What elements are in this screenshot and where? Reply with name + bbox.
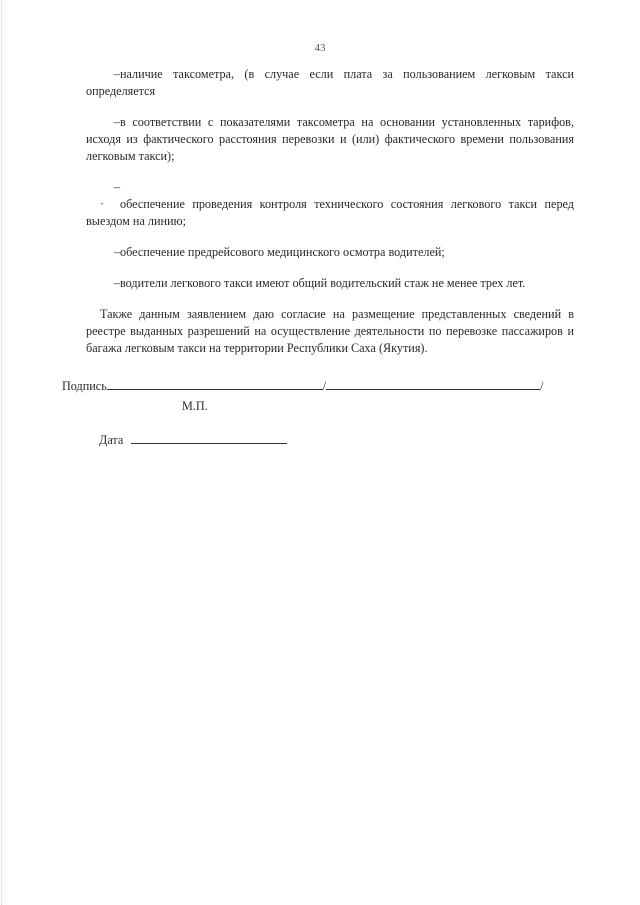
- date-line: [131, 432, 287, 444]
- list-dash: – ·: [100, 180, 121, 211]
- list-item: [86, 275, 574, 292]
- consent-paragraph: Также данным заявлением даю согласие на размещение представленных сведений в реестре выданных разрешений на осуществление деятельности по перевозке пассажиров и багажа легковым такси на территории Республики Саха (Якутия).: [86, 307, 574, 355]
- list-item-text: водители легкового такси имеют общий водительский стаж не менее трех лет.: [120, 276, 526, 290]
- document-body: [86, 66, 574, 357]
- signature-row: [62, 378, 544, 394]
- list-item: [86, 66, 574, 100]
- name-line: [326, 378, 540, 390]
- list-dash: –: [114, 115, 121, 129]
- signature-separator: /: [322, 379, 327, 393]
- signature-label: Подпись: [62, 379, 107, 393]
- date-row: [99, 432, 287, 448]
- list-item: [86, 244, 574, 261]
- signature-line: [107, 378, 323, 390]
- page-edge-rule: [1, 0, 2, 905]
- date-label: Дата: [99, 433, 124, 447]
- signature-end: /: [540, 379, 544, 393]
- list-item-text: обеспечение проведения контроля технического состояния легкового такси перед выездом на линию;: [86, 197, 574, 228]
- list-dash: –: [114, 67, 121, 81]
- list-dash: –: [114, 276, 121, 290]
- list-item-text: в соответствии с показателями таксометра на основании установленных тарифов, исходя из фактического расстояния перевозки и (или) фактического времени пользования легковым такси);: [86, 115, 574, 163]
- list-item: [86, 114, 574, 165]
- page-number: 43: [314, 42, 326, 54]
- list-item-text: обеспечение предрейсового медицинского осмотра водителей;: [120, 245, 445, 259]
- list-dash: –: [114, 245, 121, 259]
- list-item: [86, 179, 574, 230]
- list-item-text: наличие таксометра, (в случае если плата за пользованием легковым такси определяется: [86, 67, 574, 98]
- stamp-label: М.П.: [182, 399, 208, 413]
